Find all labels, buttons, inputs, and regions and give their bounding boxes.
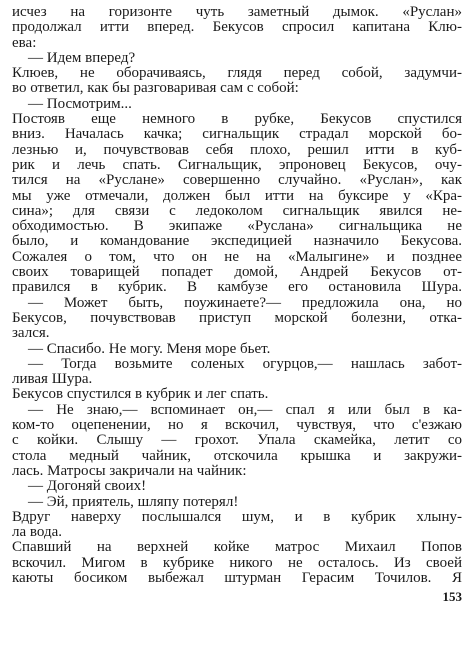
dialogue-line: — Не знаю,— вспоминает он,— спал я или был в ка-	[28, 402, 462, 418]
text-line: ливая Шура.	[12, 372, 93, 388]
text-line: тился на «Руслане» совершенно случайно. «Руслан», как	[12, 173, 462, 189]
page-body	[12, 5, 462, 586]
text-line: каюты босиком выбежал штурман Герасим Точилов. Я	[12, 570, 462, 586]
text-line: Спавший на верхней койке матрос Михаил Попов	[12, 540, 462, 556]
text-line: во ответил, как бы разговаривая сам с собой:	[12, 81, 299, 97]
text-line: было, и командование экспедицией назначило Бекусова.	[12, 234, 462, 250]
text-line: Постояв еще немного в рубке, Бекусов спустился	[12, 112, 462, 128]
text-line: своих товарищей попадет домой, Андрей Бекусов от-	[12, 265, 462, 281]
text-line: вскочил. Мигом в кубрике никого не осталось. Из своей	[12, 555, 462, 571]
text-line: правился в кубрик. В камбузе его остановила Шура.	[12, 280, 462, 296]
text-line: продолжал итти вперед. Бекусов спросил капитана Клю-	[12, 20, 462, 36]
text-line: вниз. Началась качка; сигнальщик страдал морской бо-	[12, 127, 462, 143]
text-line: рик и лечь спать. Сигнальщик, эпроновец Бекусов, очу-	[12, 157, 462, 173]
text-line: стола медный чайник, отскочила крышка и закружи-	[12, 448, 462, 464]
text-line: Бекусов спустился в кубрик и лег спать.	[12, 387, 269, 403]
text-line: обходимостью. В экипаже «Руслана» сигнальщика не	[12, 219, 462, 235]
text-line: ла вода.	[12, 525, 62, 541]
text-line: Вдруг наверху послышался шум, и в кубрик хлыну-	[12, 509, 462, 525]
text-line: Клюев, не оборачиваясь, глядя перед собой, задумчи-	[12, 66, 462, 82]
text-line: лезнью и, почувствовав себя плохо, решил итти в куб-	[12, 142, 462, 158]
text-line: зался.	[12, 326, 50, 342]
dialogue-line: — Может быть, поужинаете?— предложила она, но	[28, 295, 462, 311]
text-line: с койки. Слышу — грохот. Упала скамейка, летит со	[12, 433, 462, 449]
page-number: 153	[442, 589, 462, 604]
dialogue-line: — Посмотрим...	[28, 96, 132, 112]
dialogue-line: — Тогда возьмите соленых огурцов,— нашлась забот-	[28, 356, 462, 372]
text-line: мы уже отмечали, должен был итти на буксире у «Кра-	[12, 188, 462, 204]
dialogue-line: — Идем вперед?	[28, 50, 136, 66]
dialogue-line: — Догоняй своих!	[28, 479, 147, 495]
text-line: сина»; для связи с ледоколом сигнальщик явился не-	[12, 203, 462, 219]
text-line: Бекусов, почувствовав приступ морской болезни, отка-	[12, 310, 462, 326]
dialogue-line: — Эй, приятель, шляпу потерял!	[28, 494, 239, 510]
text-line: Сожалея о том, что он не на «Малыгине» и позднее	[12, 249, 462, 265]
text-line: ева:	[12, 35, 37, 51]
text-line: исчез на горизонте чуть заметный дымок. «Руслан»	[12, 5, 462, 20]
text-line: лась. Матросы закричали на чайник:	[12, 463, 247, 479]
dialogue-line: — Спасибо. Не могу. Меня море бьет.	[28, 341, 271, 357]
text-line: ком-то оцепенении, но я вскочил, чувствуя, что с'езжаю	[12, 418, 462, 434]
